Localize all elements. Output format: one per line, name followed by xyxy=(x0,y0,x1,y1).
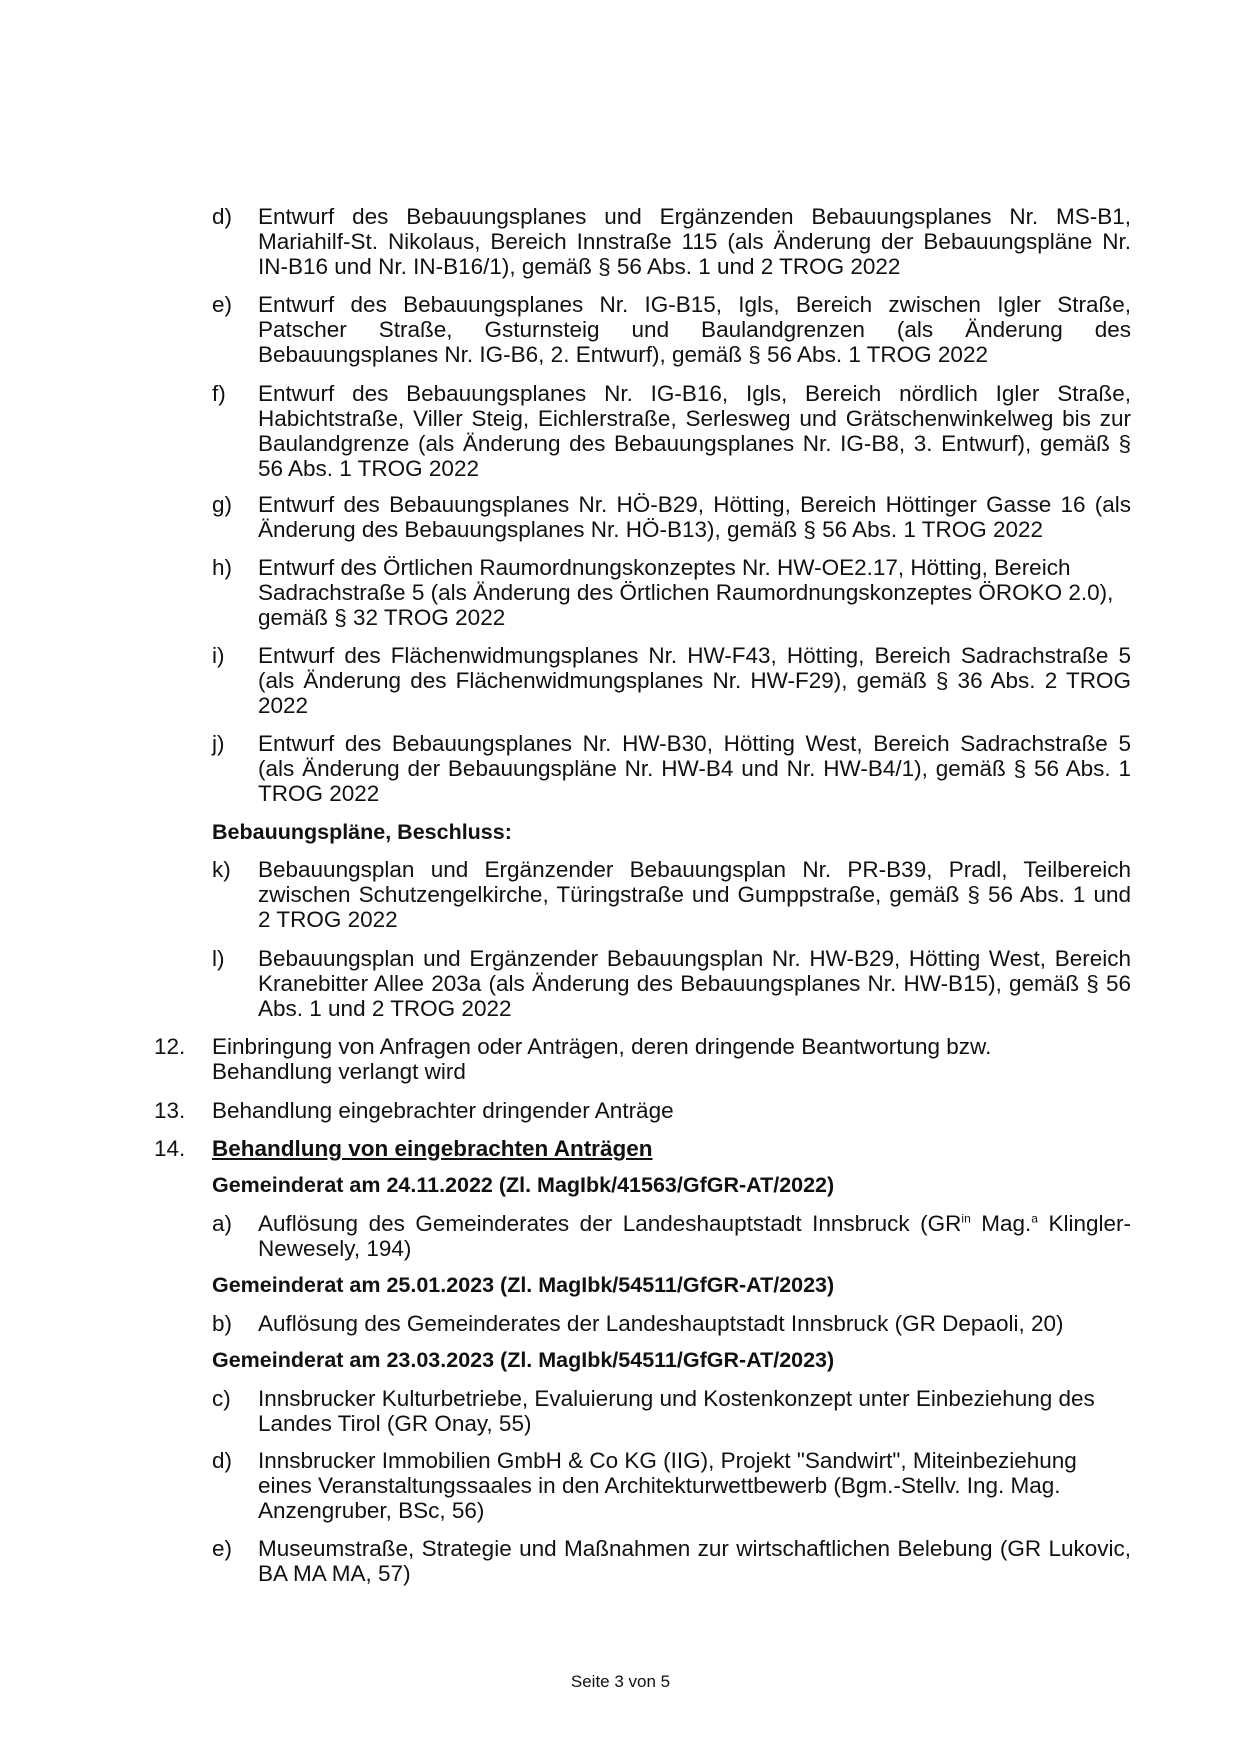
item-text: Entwurf des Bebauungsplanes Nr. IG-B15, Igls, Bereich zwischen Igler Straße, Patscher Straße, Gsturnsteig und Baulandgrenzen (als Änderung des Bebauungsplanes Nr. IG-B6, 2. Entwurf), gemäß § 56 Abs. 1 TROG 2022 xyxy=(258,292,1131,367)
item-text: Entwurf des Bebauungsplanes und Ergänzenden Bebauungsplanes Nr. MS-B1, Mariahilf-St. Nikolaus, Bereich Innstraße 115 (als Änderung der Bebauungspläne Nr. IN-B16 und Nr. IN-B16/1), gemäß § 56 Abs. 1 und 2 TROG 2022 xyxy=(258,204,1131,279)
item-label: j) xyxy=(212,731,225,756)
item-text: Auflösung des Gemeinderates der Landeshauptstadt Innsbruck ($GR^{in}$ Mag.$^a$ Klingler-Newesely, 194) xyxy=(258,1211,1131,1261)
item-text: Innsbrucker Immobilien GmbH & Co KG (IIG), Projekt "Sandwirt", Miteinbeziehung eines Veranstaltungssaales in den Architekturwettbewerb (Bgm.-Stellv. Ing. Mag. Anzengruber, BSc, 56) xyxy=(258,1448,1077,1523)
item-label: e) xyxy=(212,1536,233,1561)
item-label: h) xyxy=(212,555,233,580)
item-label: c) xyxy=(212,1386,231,1411)
session-heading-2: Gemeinderat am 25.01.2023 (Zl. MagIbk/54511/GfGR-AT/2023) xyxy=(212,1273,835,1297)
item-text: Bebauungsplan und Ergänzender Bebauungsplan Nr. PR-B39, Pradl, Teilbereich zwischen Schutzengelkirche, Türingstraße und Gumppstraße, gemäß § 56 Abs. 1 und 2 TROG 2022 xyxy=(258,857,1131,932)
item-label: b) xyxy=(212,1311,233,1336)
item-label: a) xyxy=(212,1211,233,1236)
section-heading-beschluss: Bebauungspläne, Beschluss: xyxy=(212,820,512,844)
agenda-text: Einbringung von Anfragen oder Anträgen, deren dringende Beantwortung bzw. Behandlung verlangt wird xyxy=(212,1034,992,1084)
session-heading-3: Gemeinderat am 23.03.2023 (Zl. MagIbk/54511/GfGR-AT/2023) xyxy=(212,1348,835,1372)
agenda-text: Behandlung von eingebrachten Anträgen xyxy=(212,1136,653,1161)
item-label: f) xyxy=(212,381,226,406)
item-label: k) xyxy=(212,857,231,882)
item-label: i) xyxy=(212,643,225,668)
item-label: l) xyxy=(212,946,225,971)
item-text: Auflösung des Gemeinderates der Landeshauptstadt Innsbruck (GR Depaoli, 20) xyxy=(258,1311,1064,1336)
page-footer: Seite 3 von 5 xyxy=(570,1672,671,1691)
item-label: d) xyxy=(212,204,233,229)
session-heading-1: Gemeinderat am 24.11.2022 (Zl. MagIbk/41563/GfGR-AT/2022) xyxy=(212,1173,835,1197)
item-text: Entwurf des Bebauungsplanes Nr. HÖ-B29, Hötting, Bereich Höttinger Gasse 16 (als Änderung des Bebauungsplanes Nr. HÖ-B13), gemäß § 56 Abs. 1 TROG 2022 xyxy=(258,492,1131,542)
agenda-text: Behandlung eingebrachter dringender Anträge xyxy=(212,1098,674,1123)
item-label: g) xyxy=(212,492,233,517)
item-label: e) xyxy=(212,292,233,317)
item-text: Museumstraße, Strategie und Maßnahmen zur wirtschaftlichen Belebung (GR Lukovic, BA MA MA, 57) xyxy=(258,1536,1131,1586)
agenda-number: 12. xyxy=(154,1034,186,1059)
item-text: Bebauungsplan und Ergänzender Bebauungsplan Nr. HW-B29, Hötting West, Bereich Kranebitter Allee 203a (als Änderung des Bebauungsplanes Nr. HW-B15), gemäß § 56 Abs. 1 und 2 TROG 2022 xyxy=(258,946,1131,1021)
item-text: Entwurf des Flächenwidmungsplanes Nr. HW-F43, Hötting, Bereich Sadrachstraße 5 (als Änderung des Flächenwidmungsplanes Nr. HW-F29), gemäß § 36 Abs. 2 TROG 2022 xyxy=(258,643,1131,718)
item-label: d) xyxy=(212,1448,233,1473)
agenda-number: 13. xyxy=(154,1098,186,1123)
agenda-number: 14. xyxy=(154,1136,186,1161)
item-text: Entwurf des Örtlichen Raumordnungskonzeptes Nr. HW-OE2.17, Hötting, Bereich Sadrachstraße 5 (als Änderung des Örtlichen Raumordnungskonzeptes ÖROKO 2.0), gemäß § 32 TROG 2022 xyxy=(258,555,1114,630)
item-text: Entwurf des Bebauungsplanes Nr. IG-B16, Igls, Bereich nördlich Igler Straße, Habichtstraße, Viller Steig, Eichlerstraße, Serlesweg und Grätschenwinkelweg bis zur Baulandgrenze (als Änderung des Bebauungsplanes Nr. IG-B8, 3. Entwurf), gemäß § 56 Abs. 1 TROG 2022 xyxy=(258,381,1131,481)
item-text: Entwurf des Bebauungsplanes Nr. HW-B30, Hötting West, Bereich Sadrachstraße 5 (als Änderung der Bebauungspläne Nr. HW-B4 und Nr. HW-B4/1), gemäß § 56 Abs. 1 TROG 2022 xyxy=(258,731,1131,806)
item-text: Innsbrucker Kulturbetriebe, Evaluierung und Kostenkonzept unter Einbeziehung des Landes Tirol (GR Onay, 55) xyxy=(258,1386,1095,1436)
